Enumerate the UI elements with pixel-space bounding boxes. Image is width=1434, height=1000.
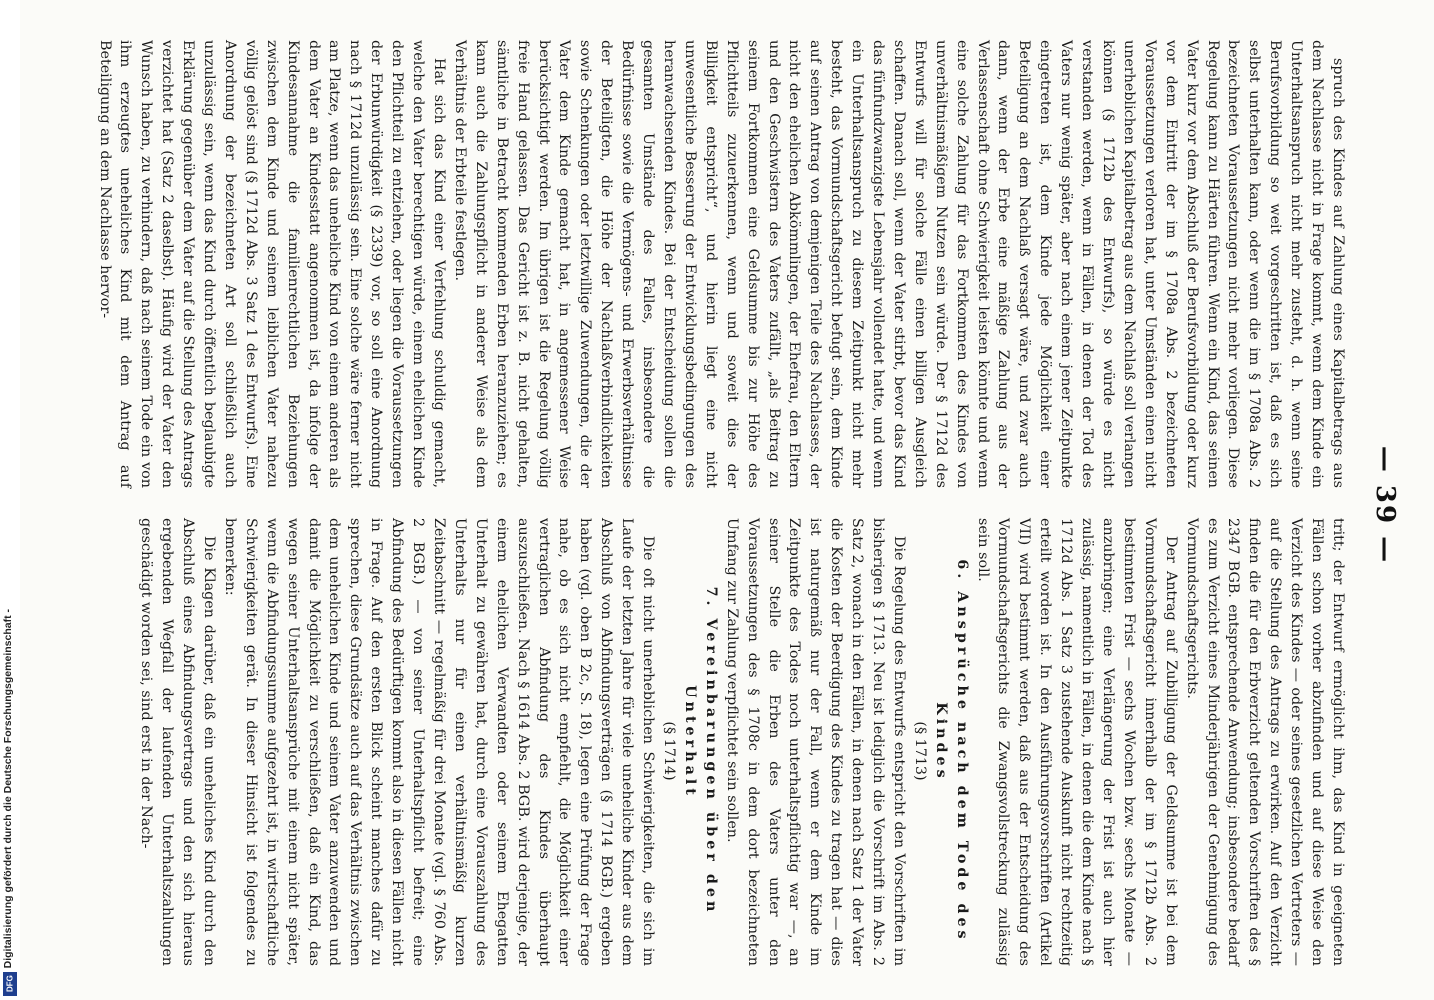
- rotated-page-content: [96, 40, 1400, 970]
- section-heading-6: 6. Ansprüche nach dem Tode des Kindes: [932, 559, 970, 943]
- digitization-footer: [0, 0, 20, 1000]
- dfg-logo: DFG: [3, 972, 17, 996]
- paragraph: tritt; der Entwurf ermöglicht ihm, das Kind in geeigneten Fällen schon vorher abzufinden und auf diese Weise den Verzicht des Kindes — oder seines gesetzlichen Vertreters — auf die Stellung des Antrags zu erwirken. Auf den Verzicht finden die für den Erbverzicht geltenden Vorschriften des § 2347 BGB. entsprechende Anwendung; insbesondere bedarf es zum Verzicht eines Minderjährigen der Genehmigung des Vormundschaftsgerichts.: [1183, 518, 1346, 966]
- section-reference-7: (§ 1714): [661, 721, 677, 781]
- digitization-credit: Digitalisierung gefördert durch die Deutsche Forschungsgemeinschaft -: [2, 608, 14, 968]
- paragraph: Die oft nicht unerheblichen Schwierigkeiten, die sich im Laufe der letzten Jahre für viele uneheliche Kinder aus dem Abschluß von Abfindungsverträgen (§ 1714 BGB.) ergeben haben (vgl. oben B 2c, S. 18), legen eine Prüfung der Frage nahe, ob es sich nicht empfiehlt, die Möglichkeit einer vertraglichen Abfindung des Kindes überhaupt auszuschließen. Nach § 1614 Abs. 2 BGB. wird derjenige, der einem ehelichen Verwandten oder seinem Ehegatten Unterhalt zu gewähren hat, durch eine Vorauszahlung des Unterhalts nur für einen verhältnismäßig kurzen Zeitabschnitt — regelmäßig für drei Monate (vgl. § 760 Abs. 2 BGB.) — von seiner Unterhaltspflicht befreit; eine Abfindung des Bedürftigen kommt also in diesen Fällen nicht in Frage. Auf den ersten Blick scheint manches dafür zu sprechen, diese Grundsätze auch auf das Verhältnis zwischen dem unehelichen Kinde und seinem Vater anzuwenden und damit die Möglichkeit zu verschließen, daß ein Kind, das wegen seiner Unterhaltsansprüche mit einem nicht später, wenn die Abfindungssumme aufgezehrt ist, in wirtschaftliche Schwierigkeiten gerät. In dieser Hinsicht ist folgendes zu bemerken:: [221, 518, 657, 966]
- right-column: [138, 518, 1348, 966]
- page-number: — 39 —: [1370, 445, 1400, 565]
- paragraph: Hat sich das Kind einer Verfehlung schuldig gemacht, welche den Vater berechtigen würde, einem ehelichen Kinde den Pflichtteil zu entziehen, oder liegen die Voraussetzungen der Erbunwürdigkeit (§ 2339) vor, so soll eine Anordnung nach § 1712d unzulässig sein. Eine solche wäre ferner nicht am Platze, wenn das uneheliche Kind von einem anderen als dem Vater an Kindesstatt angenommen ist, da infolge der Kindesannahme die familienrechtlichen Beziehungen zwischen dem Kinde und seinem leiblichen Vater nahezu völlig gelöst sind (§ 1712d Abs. 3 Satz 1 des Entwurfs). Eine Anordnung der bezeichneten Art soll schließlich auch unzulässig sein, wenn das Kind durch öffentlich beglaubigte Erklärung gegenüber dem Vater auf die Stellung des Antrags verzichtet hat (Satz 2 daselbst). Häufig wird der Vater den Wunsch haben, zu verhindern, daß nach seinem Tode ein von ihm erzeugtes uneheliches Kind mit dem Antrag auf Beteiligung an dem Nachlasse hervor-: [96, 40, 448, 488]
- paragraph: Der Antrag auf Zubilligung der Geldsumme ist bei dem Vormundschaftsgericht innerhalb der im § 1712b Abs. 2 bestimmten Frist — sechs Wochen bzw. sechs Monate — anzubringen; eine Verlängerung der Frist ist auch hier zulässig, namentlich in Fällen, in denen die dem Kinde nach § 1712d Abs. 1 Satz 3 zustehende Auskunft nicht rechtzeitig erteilt worden ist. In den Ausführungsvorschriften (Artikel VII) wird bestimmt werden, daß aus der Entscheidung des Vormundschaftsgerichts die Zwangsvollstreckung zulässig sein soll.: [974, 518, 1179, 966]
- paragraph: Die Regelung des Entwurfs entspricht den Vorschriften im bisherigen § 1713. Neu ist lediglich die Vorschrift im Abs. 2 Satz 2, wonach in den Fällen, in denen nach Satz 1 der Vater die Kosten der Beerdigung des Kindes zu tragen hat — dies ist naturgemäß nur der Fall, wenn er dem Kinde im Zeitpunkte des Todes noch unterhaltspflichtig war —, an seiner Stelle die Erben des Vaters unter den Voraussetzungen des § 1708c in dem dort bezeichneten Umfang zur Zahlung verpflichtet sein sollen.: [723, 518, 907, 966]
- section-heading-7: 7. Vereinbarungen über den Unterhalt: [681, 586, 719, 916]
- scanned-page: [20, 0, 1434, 1000]
- paragraph: spruch des Kindes auf Zahlung eines Kapitalbetrags aus dem Nachlasse nicht in Frage kommt, wenn dem Kinde ein Unterhaltsanspruch nicht mehr zusteht, d. h. wenn seine Berufsvorbildung so weit vorgeschritten ist, daß es sich selbst unterhalten kann, oder wenn die im § 1708a Abs. 2 bezeichneten Voraussetzungen nicht mehr vorliegen. Diese Regelung kann zu Härten führen. Wenn ein Kind, das seinen Vater kurz vor dem Abschluß der Berufsvorbildung oder kurz vor dem Eintritt der im § 1708a Abs. 2 bezeichneten Voraussetzungen verloren hat, unter Umständen einen nicht unerheblichen Kapitalbetrag aus dem Nachlaß soll verlangen können (§ 1712b des Entwurfs), so würde es nicht verstanden werden, wenn in Fällen, in denen der Tod des Vaters nur wenig später, aber nach einem jener Zeitpunkte eingetreten ist, dem Kinde jede Möglichkeit einer Beteiligung an dem Nachlaß versagt wäre, und zwar auch dann, wenn der Erbe eine mäßige Zahlung aus der Verlassenschaft ohne Schwierigkeit leisten könnte und wenn eine solche Zahlung für das Fortkommen des Kindes von unverhältnismäßigem Nutzen sein würde. Der § 1712d des Entwurfs will für solche Fälle einen billigen Ausgleich schaffen. Danach soll, wenn der Vater stirbt, bevor das Kind das fünfundzwanzigste Lebensjahr vollendet hatte, und wenn ein Unterhaltsanspruch zu diesem Zeitpunkt nicht mehr besteht, das Vormundschaftsgericht befugt sein, dem Kinde auf seinen Antrag von demjenigen Teile des Nachlasses, der nicht den ehelichen Abkömmlingen, der Ehefrau, den Eltern und den Geschwistern des Vaters zufällt, „als Beitrag zu seinem Fortkommen eine Geldsumme bis zur Höhe des Pflichtteils zuzuerkennen, wenn und soweit dies der Billigkeit entspricht“, und hierin liegt eine nicht unwesentliche Besserung der Entwicklungsbedingungen des heranwachsenden Kindes. Bei der Entscheidung sollen die gesamten Umstände des Falles, insbesondere die Bedürfnisse sowie die Vermögens- und Erwerbsverhältnisse der Beteiligten, die Höhe der Nachlaßverbindlichkeiten sowie Schenkungen oder letztwillige Zuwendungen, die der Vater dem Kinde gemacht hat, in angemessener Weise berücksichtigt werden. Im übrigen ist die Regelung völlig freie Hand gelassen. Das Gericht ist z. B. nicht gehalten, sämtliche in Betracht kommenden Erben heranzuziehen; es kann auch die Zahlungspflicht in anderer Weise als dem Verhältnis der Erbteile festlegen.: [451, 40, 1346, 488]
- section-reference-6: (§ 1713): [911, 721, 928, 781]
- left-column: [96, 40, 1348, 488]
- paragraph: Die Klagen darüber, daß ein uneheliches Kind durch den Abschluß eines Abfindungsvertrags und den sich hieraus ergebenden Wegfall der laufenden Unterhaltszahlungen geschädigt worden sei, sind erst in der Nach-: [138, 518, 218, 966]
